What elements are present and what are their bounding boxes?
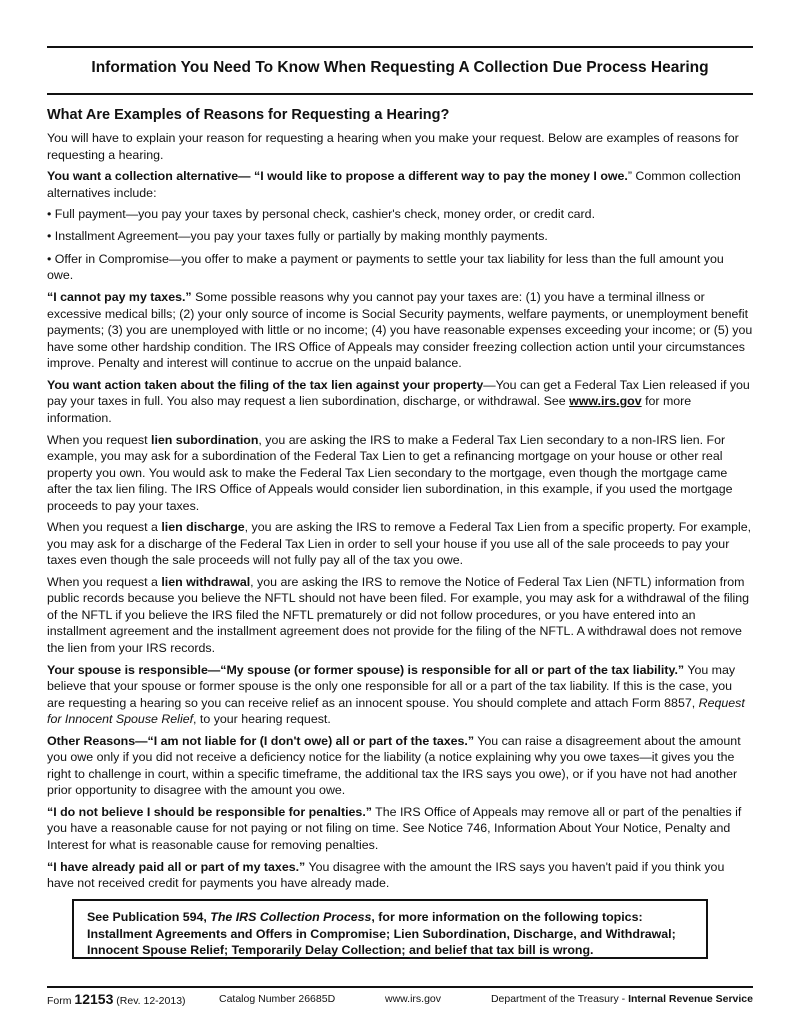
form-id: Form 12153 (Rev. 12-2013): [47, 991, 186, 1007]
collection-alternative-paragraph: You want a collection alternative— “I would like to propose a different way to pay the money I owe.” Common collection alternatives include:: [47, 169, 741, 200]
lien-subordination-paragraph: When you request lien subordination, you are asking the IRS to make a Federal Tax Lien secondary to a non-IRS lien. For example, you may ask for a subordination of the Federal Tax Lien to get a refinancing mortgage on your house or other real property you own. You would ask to make the Federal Tax Lien secondary to the mortgage, even though the mortgage came after the tax lien filing. The IRS Office of Appeals would consider lien subordination, in this example, if you used the mortgage proceeds to pay your taxes.: [47, 432, 733, 513]
title-rule: [47, 93, 753, 95]
catalog-number: Catalog Number 26685D: [219, 993, 336, 1005]
penalties-paragraph: “I do not believe I should be responsible for penalties.” The IRS Office of Appeals may remove all or part of the penalties if you have a reasonable cause for not paying or not filing on time. See Notice 746, Information About Your Notice, Penalty and Interest for what is reasonable cause for removing penalties.: [47, 804, 742, 852]
intro-paragraph: You will have to explain your reason for requesting a hearing when you make your request. Below are examples of reasons for requesting a hearing.: [47, 131, 739, 162]
page-footer: [47, 991, 753, 1007]
lien-withdrawal-paragraph: When you request a lien withdrawal, you are asking the IRS to remove the Notice of Federal Tax Lien (NFTL) information from public records because you believe the NFTL should not have been filed. For example, you may ask for a withdrawal of the filing of the NFTL if you believe the IRS filed the NFTL prematurely or did not follow procedures, or you have entered into an installment agreement and the installment agreement does not provide for the filing of the NFTL. A withdrawal does not remove the lien from your IRS records.: [47, 574, 750, 655]
bullet-installment-agreement: • Installment Agreement—you pay your taxes fully or partially by making monthly payments.: [47, 229, 548, 244]
footer-rule: [47, 986, 753, 988]
section-heading: What Are Examples of Reasons for Requesting a Hearing?: [47, 107, 450, 123]
spouse-paragraph: Your spouse is responsible—“My spouse (or former spouse) is responsible for all or part of the tax liability.” You may believe that your spouse or former spouse is the only one responsible for all or a part of the tax liability. If this is the case, you are requesting a hearing so you can receive relief as an innocent spouse. You should complete and attach Form 8857, Request for Innocent Spouse Relief, to your hearing request.: [47, 662, 745, 727]
already-paid-paragraph: “I have already paid all or part of my taxes.” You disagree with the amount the IRS says you haven't paid if you think you have not received credit for payments you have already made.: [47, 859, 725, 891]
bullet-full-payment: • Full payment—you pay your taxes by personal check, cashier's check, money order, or credit card.: [47, 207, 596, 222]
department-label: Department of the Treasury - Internal Revenue Service: [490, 993, 753, 1005]
document-title: Information You Need To Know When Requesting A Collection Due Process Hearing: [91, 59, 709, 76]
footer-website: www.irs.gov: [385, 993, 442, 1005]
bullet-offer-in-compromise: • Offer in Compromise—you offer to make a payment or payments to settle your tax liability for less than the full amount you owe.: [47, 251, 724, 283]
lien-discharge-paragraph: When you request a lien discharge, you are asking the IRS to remove a Federal Tax Lien from a specific property. For example, you may ask for a discharge of the Federal Tax Lien in order to sell your house if you use all of the sale proceeds to pay your taxes even though the sale proceeds will not fully pay all of the tax you owe.: [47, 520, 752, 568]
other-reasons-paragraph: Other Reasons—“I am not liable for (I don't owe) all or part of the taxes.” You can raise a disagreement about the amount you owe only if you did not receive a deficiency notice for the liability (a notice explaining why you owe taxes—it gives you the right to challenge in court, within a specific timeframe, the additional tax the IRS says you owe), or if you have not had another prior opportunity to disagree with the amount you owe.: [47, 733, 741, 798]
document-body: [47, 130, 753, 897]
cannot-pay-paragraph: “I cannot pay my taxes.” Some possible reasons why you cannot pay your taxes are: (1) you have a terminal illness or excessive medical bills; (2) your only source of income is Social Security payments, welfare payments, or unemployment benefit payments; (3) you are unemployed with little or no income; (4) you have reasonable expenses exceeding your income; or (5) you have some other hardship condition. The IRS Office of Appeals may consider freezing collection action until your circumstances improve. Penalty and interest will continue to accrue on the unpaid balance.: [47, 290, 753, 371]
top-rule: [47, 46, 753, 48]
tax-lien-paragraph: You want action taken about the filing of the tax lien against your property—You can get a Federal Tax Lien released if you pay your taxes in full. You also may request a lien subordination, discharge, or withdrawal. See www.irs.gov for more information.: [47, 377, 750, 425]
publication-callout-box: See Publication 594, The IRS Collection Process, for more information on the following topics: Installment Agreements and Offers in Compromise; Lien Subordination, Discharge, and Withdrawal; Innocent Spouse Relief; Temporarily Delay Collection; and belief that tax bill is wrong.: [72, 899, 708, 959]
irs-website-link[interactable]: www.irs.gov: [569, 394, 642, 409]
